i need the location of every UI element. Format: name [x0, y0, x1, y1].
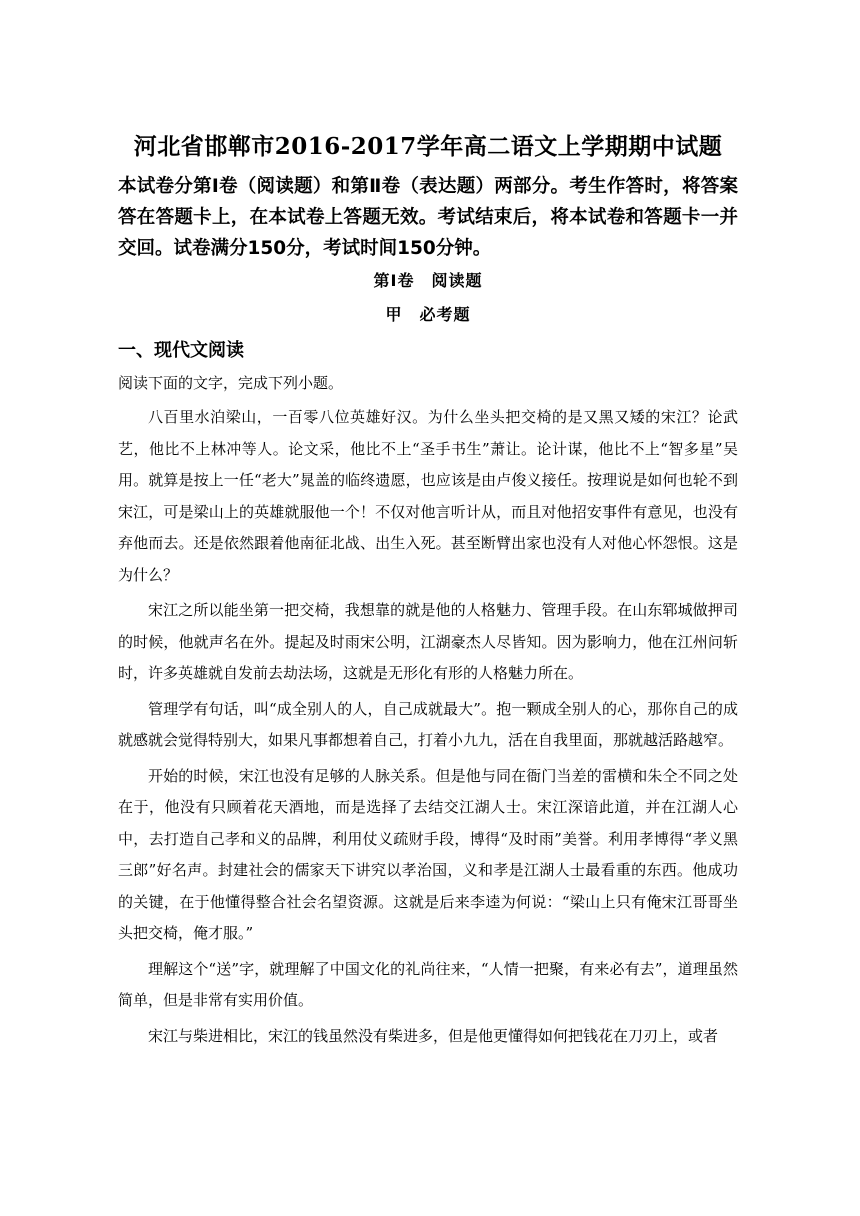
document-title: 河北省邯郸市2016-2017学年高二语文上学期期中试题 — [133, 133, 723, 160]
section-title: 一、现代文阅读 — [118, 340, 244, 361]
reading-instruction: 阅读下面的文字，完成下列小题。 — [118, 374, 344, 392]
body-paragraph: 管理学有句话，叫“成全别人的人，自己成就最大”。抱一颗成全别人的心，那你自己的成就感就会觉得特别大，如果凡事都想着自己，打着小九九，活在自我里面，那就越活路越窄。 — [118, 699, 738, 749]
part-title: 第Ⅰ卷 阅读题 — [373, 271, 483, 290]
body-paragraph: 八百里水泊梁山，一百零八位英雄好汉。为什么坐头把交椅的是又黑又矮的宋江？论武艺，他比不上林冲等人。论文采，他比不上“圣手书生”萧让。论计谋，他比不上“智多星”吴用。就算是按上一任“老大”晁盖的临终遗愿，也应该是由卢俊义接任。按理说是如何也轮不到宋江，可是梁山上的英雄就服他一个！不仅对他言听计从，而且对他招安事件有意见，也没有弃他而去。还是依然跟着他南征北战、出生入死。甚至断臂出家也没有人对他心怀怨恨。这是为什么？ — [118, 408, 738, 584]
document-page — [118, 128, 738, 1052]
sub-title: 甲 必考题 — [385, 305, 471, 324]
body-paragraph: 开始的时候，宋江也没有足够的人脉关系。但是他与同在衙门当差的雷横和朱仝不同之处在于，他没有只顾着花天酒地，而是选择了去结交江湖人士。宋江深谙此道，并在江湖人心中，去打造自己孝和义的品牌，利用仗义疏财手段，博得“及时雨”美誉。利用孝博得“孝义黑三郎”好名声。封建社会的儒家天下讲究以孝治国，义和孝是江湖人士最看重的东西。他成功的关键，在于他懂得整合社会名望资源。这就是后来李逵为何说：“梁山上只有俺宋江哥哥坐头把交椅，俺才服。” — [118, 766, 738, 942]
body-paragraph: 宋江与柴进相比，宋江的钱虽然没有柴进多，但是他更懂得如何把钱花在刀刃上，或者 — [148, 1026, 719, 1045]
body-paragraph: 宋江之所以能坐第一把交椅，我想靠的就是他的人格魅力、管理手段。在山东郓城做押司的时候，他就声名在外。提起及时雨宋公明，江湖豪杰人尽皆知。因为影响力，他在江州问斩时，许多英雄就自发前去劫法场，这就是无形化有形的人格魅力所在。 — [118, 601, 738, 682]
exam-instructions: 本试卷分第Ⅰ卷（阅读题）和第Ⅱ卷（表达题）两部分。考生作答时，将答案答在答题卡上，在本试卷上答题无效。考试结束后，将本试卷和答题卡一并交回。试卷满分150分，考试时间150分钟。 — [118, 176, 738, 259]
body-paragraph: 理解这个“送”字，就理解了中国文化的礼尚往来，“人情一把聚，有来必有去”，道理虽然简单，但是非常有实用价值。 — [118, 959, 738, 1009]
